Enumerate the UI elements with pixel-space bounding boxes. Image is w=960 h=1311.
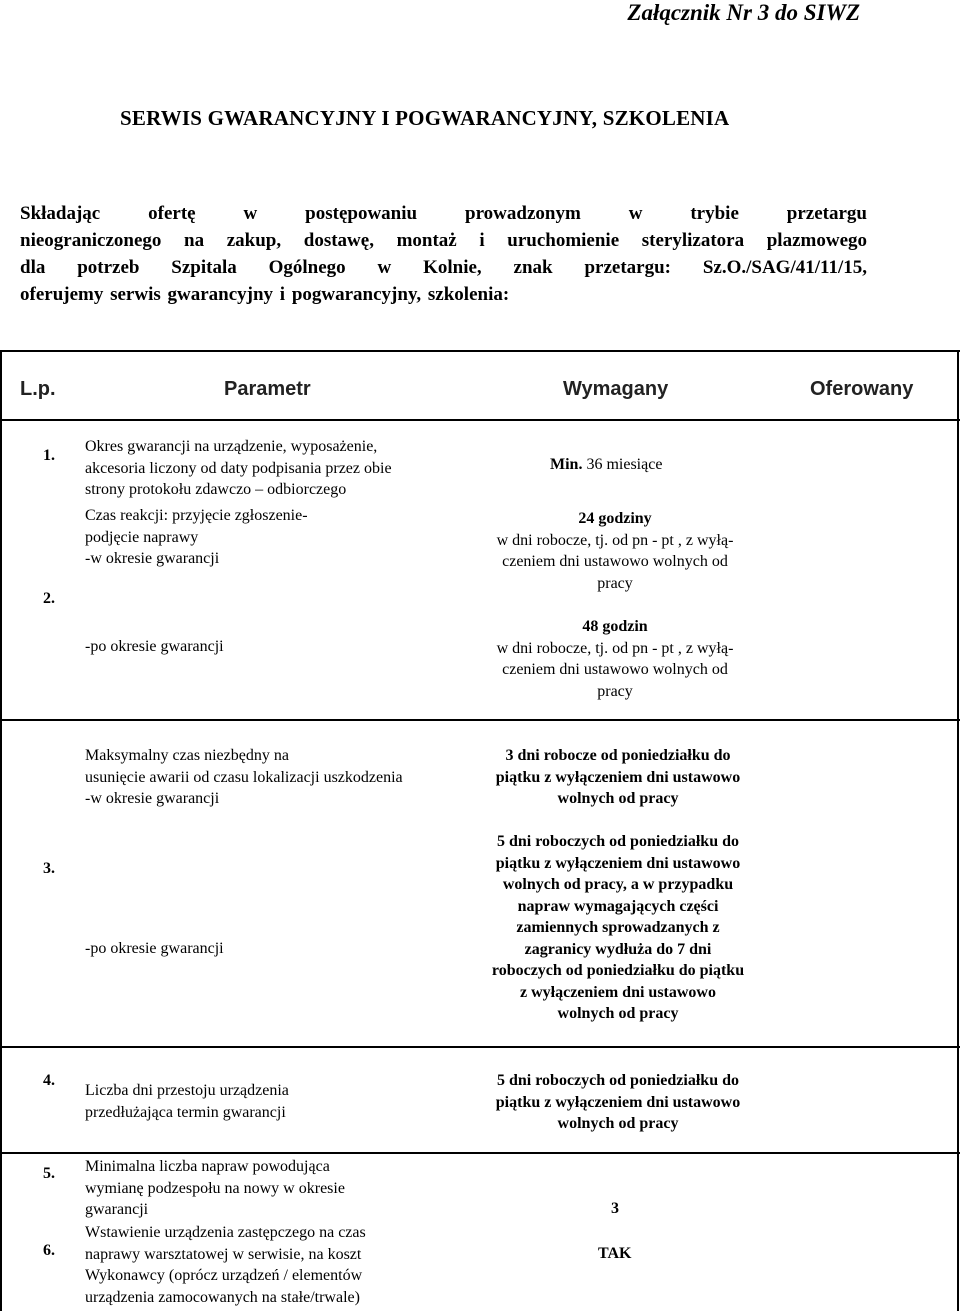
required-line: wolnych od pracy [557,1115,679,1132]
intro-line: Składając ofertę w postępowaniu prowadzonym w trybie przetargu [20,203,867,224]
row-number: 6. [43,1242,55,1259]
param-line: -w okresie gwarancji [85,550,220,567]
row-param [85,505,308,570]
required-line: czeniem dni ustawowo wolnych od [502,553,728,570]
required-line: pracy [597,682,633,700]
row-required: TAK [598,1245,632,1262]
col-header-required: Wymagany [563,378,669,400]
required-line: 5 dni roboczych od poniedziałku do [497,833,739,850]
param-line: gwarancji [85,1201,149,1218]
required-title: 48 godzin [582,618,648,635]
attachment-label: Załącznik Nr 3 do SIWZ [627,0,860,25]
required-line: w dni robocze, tj. od pn - pt , z wyłą- [496,639,734,657]
row-param-post: -po okresie gwarancji [85,638,224,655]
row-number: 5. [43,1165,55,1182]
service-table [0,350,960,1311]
param-line: strony protokołu zdawczo – odbiorczego [85,481,347,498]
row-param [85,436,392,501]
row-separator [0,1046,960,1048]
param-line: Maksymalny czas niezbędny na [85,747,289,764]
col-header-lp: L.p. [20,378,56,400]
table-border-top [0,350,960,352]
row-separator [0,719,960,721]
required-line: zagranicy wydłuża do 7 dni [524,940,712,958]
param-line: wymianę podzespołu na nowy w okresie [85,1179,345,1197]
col-header-param: Parametr [224,378,311,400]
row-required-b [465,616,765,702]
required-line: zamiennych sprowadzanych z [516,919,720,936]
row-required-b [448,831,788,1025]
required-value: Min. [550,456,583,473]
row-separator [0,1152,960,1154]
required-line: piątku z wyłączeniem dni ustawowo [495,854,741,872]
param-line: Liczba dni przestoju urządzenia [85,1082,289,1099]
row-number: 1. [43,447,55,464]
table-border-left [0,350,2,1311]
param-line: naprawy warsztatowej w serwisie, na koszt [85,1245,362,1263]
required-line: wolnych od pracy, a w przypadku [502,876,734,893]
param-line: Wykonawcy (oprócz urządzeń / elementów [85,1267,363,1284]
param-line: podjęcie naprawy [85,528,199,546]
required-line: wolnych od pracy [557,1005,679,1022]
intro-line: nieograniczonego na zakup, dostawę, montaż i uruchomienie sterylizatora plazmowego [20,230,867,251]
row-required: 3 [611,1200,619,1217]
required-line: roboczych od poniedziałku do piątku [491,962,745,979]
required-line: wolnych od pracy [557,790,679,807]
required-line: 3 dni robocze od poniedziałku do [505,747,731,764]
required-title: 24 godziny [578,510,652,527]
row-number: 3. [43,860,55,877]
intro-line: oferujemy serwis gwarancyjny i pogwarancyjny, szkolenia: [20,284,510,305]
param-line: Okres gwarancji na urządzenie, wyposażenie, [85,438,378,455]
required-line: z wyłączeniem dni ustawowo [520,983,716,1001]
intro-line: dla potrzeb Szpitala Ogólnego w Kolnie, znak przetargu: Sz.O./SAG/41/11/15, [20,257,867,278]
required-line: napraw wymagających części [517,897,719,915]
row-param [85,745,403,810]
param-line: Czas reakcji: przyjęcie zgłoszenie- [85,507,308,524]
param-line: -w okresie gwarancji [85,790,220,807]
param-line: urządzenia zamocowanych na stałe/trwale) [85,1288,360,1306]
required-line: 5 dni roboczych od poniedziałku do [497,1072,739,1089]
param-line: akcesoria liczony od daty podpisania przez obie [85,459,392,477]
required-line: piątku z wyłączeniem dni ustawowo [495,1093,741,1111]
table-border-right [957,350,959,1311]
row-required-a [465,508,765,594]
row-number: 4. [43,1072,55,1089]
row-required [448,1070,788,1135]
param-line: Wstawienie urządzenia zastępczego na czas [85,1224,366,1241]
row-param [85,1222,366,1308]
col-header-offered: Oferowany [810,378,914,400]
required-line: czeniem dni ustawowo wolnych od [502,661,728,678]
param-line: przedłużająca termin gwarancji [85,1103,286,1121]
row-param [85,1156,345,1221]
param-line: Minimalna liczba napraw powodująca [85,1158,330,1175]
row-param [85,1080,289,1123]
param-line: usunięcie awarii od czasu lokalizacji uszkodzenia [85,768,403,786]
required-line: pracy [597,574,633,592]
required-line: w dni robocze, tj. od pn - pt , z wyłą- [496,531,734,549]
row-number: 2. [43,590,55,607]
row-required [550,454,662,476]
document-title: SERWIS GWARANCYJNY I POGWARANCYJNY, SZKOLENIA [120,106,730,130]
header-separator [0,419,960,421]
row-param-post: -po okresie gwarancji [85,940,224,957]
required-line: piątku z wyłączeniem dni ustawowo [495,768,741,786]
required-value-rest: 36 miesiące [586,456,663,473]
intro-paragraph [20,200,867,308]
row-required-a [448,745,788,810]
